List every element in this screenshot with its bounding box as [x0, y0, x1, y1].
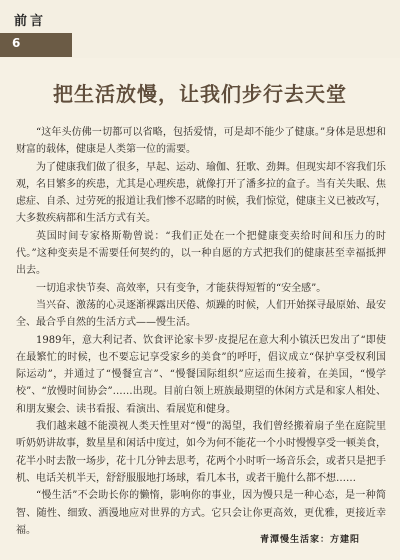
paragraph: 为了健康我们做了很多，早起、运动、瑜伽、狂歌、劲舞。但现实却不容我们乐观，名目繁多的疾患，尤其是心理疾患，就像打开了潘多拉的盒子。当有关失眠、焦虑症、自杀、过劳死的报道让我们惨不忍睹的时候，我们惊觉，健康主义已被改写，大多数疾病都和生活方式有关。	[16, 161, 386, 225]
paragraph: 我们越来越不能漠视人类天性里对“慢”的渴望，我们曾经搬着扇子坐在庭院里听奶奶讲故事，数星星和闲话中度过，如今为何不能花一个小时慢慢享受一顿美食，花半小时去散一场步，花十几分钟去思考，花两个小时听一场音乐会，或者只是把手机、电话关机半天，舒舒服服地打场球，看几本书，或者干脆什么都不想……	[16, 421, 386, 484]
paragraph: “慢生活”不会助长你的懒惰，影响你的事业，因为慢只是一种心态，是一种简智、随性、细致、洒漫地应对世界的方式。它只会让你更高效，更优雅，更接近幸福。	[16, 490, 386, 536]
page-number-tab	[0, 33, 72, 57]
paragraph: “这年头仿佛一切都可以省略，包括爱情，可是却不能少了健康。”身体是思想和财富的载体，健康是人类第一位的需要。	[16, 127, 386, 156]
signature: 青潭慢生活家：方建阳	[259, 535, 360, 545]
article-title: 把生活放慢，让我们步行去天堂	[53, 82, 347, 106]
paragraph: 当兴奋、激荡的心灵逐渐裸露出厌倦、烦躁的时候，人们开始探寻最原始、最安全、最合乎自然的生活方式——慢生活。	[16, 299, 386, 329]
paragraph: 一切追求快节奏、高效率，只有变争，才能获得短暂的“安全感”。	[36, 282, 327, 294]
paragraph: 英国时间专家格斯勒曾说：“我们正处在一个把健康变卖给时间和压力的时代。”这种变卖是不需要任何契约的，以一种自愿的方式把我们的健康甚至幸福抵押出去。	[16, 230, 386, 277]
page-number: 6	[12, 36, 21, 50]
section-label: 前言	[14, 14, 47, 29]
article-body	[16, 124, 386, 539]
paragraph: 1989年，意大利记者、饮食评论家卡罗·皮提尼在意大利小镇沃巴发出了“即使在最繁忙的时候，也不要忘记享受家乡的美食”的呼吁，倡议成立“保护享受权利国际运动”，并通过了“慢餐宣言”、“慢餐国际组织”应运而生接着，在美国，“慢学校”、“放慢时间协会”……出现。目前白领上班族最期望的休闲方式是和家人相处、和朋友聚会、读书看报、看演出、看展览和健身。	[16, 334, 386, 415]
